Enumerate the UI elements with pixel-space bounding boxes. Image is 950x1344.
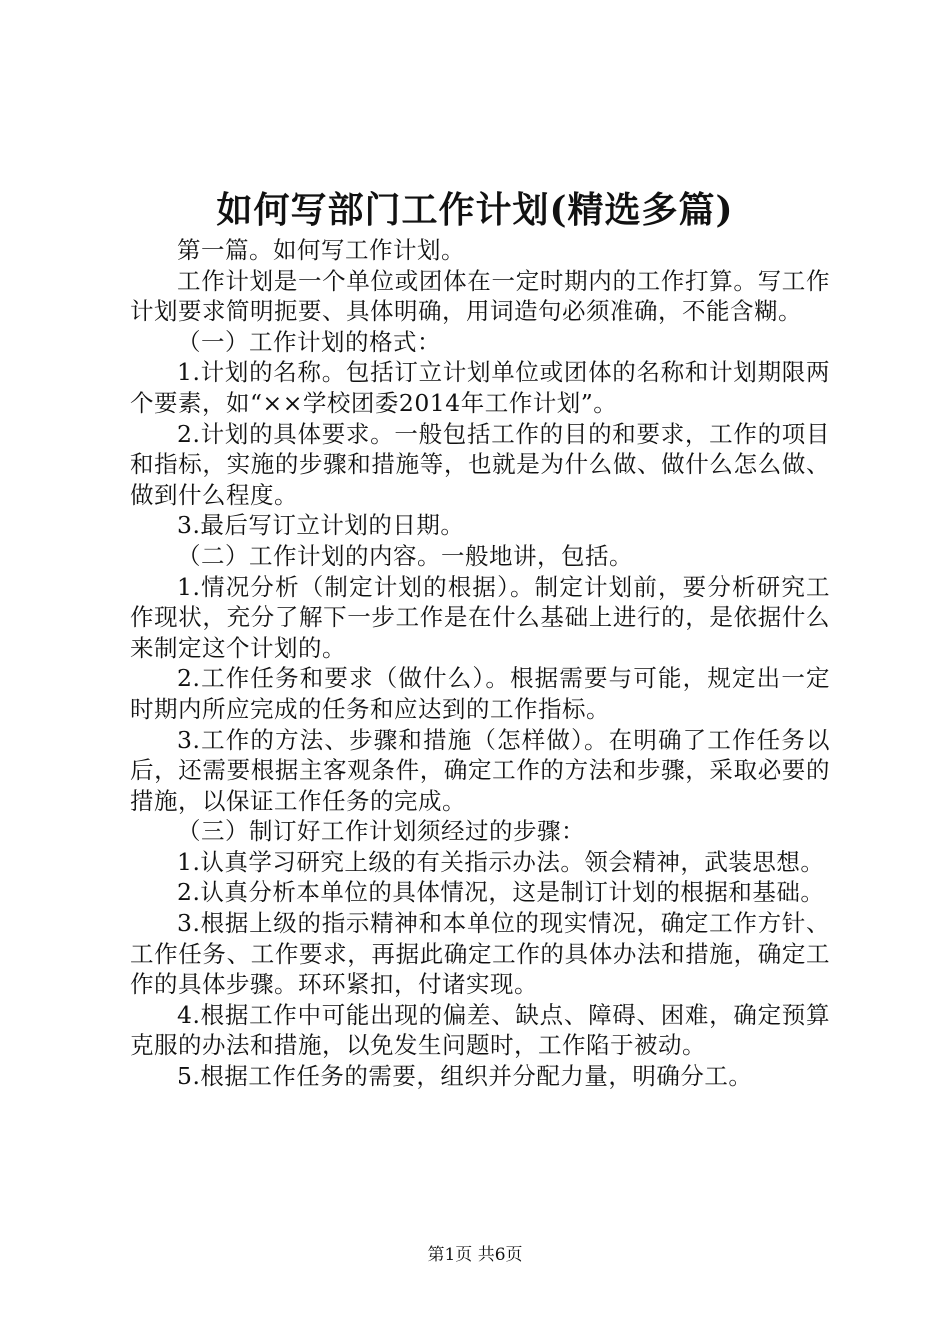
paragraph: （三）制订好工作计划须经过的步骤： [177,817,585,846]
paragraph: 3.工作的方法、步骤和措施（怎样做）。在明确了工作任务以后，还需要根据主客观条件，确定工作的方法和步骤，采取必要的措施，以保证工作任务的完成。 [130,725,830,815]
document-title: 如何写部门工作计划(精选多篇) [216,189,734,231]
paragraph: 3.最后写订立计划的日期。 [177,511,465,540]
paragraph: 1.计划的名称。包括订立计划单位或团体的名称和计划期限两个要素，如“××学校团委2014年工作计划”。 [130,358,830,417]
paragraph: （一）工作计划的格式： [177,327,441,356]
paragraph: 2.计划的具体要求。一般包括工作的目的和要求，工作的项目和指标，实施的步骤和措施等，也就是为什么做、做什么怎么做、做到什么程度。 [130,419,830,509]
document-body [130,235,830,1092]
paragraph: 5.根据工作任务的需要，组织并分配力量，明确分工。 [177,1062,753,1091]
paragraph: 3.根据上级的指示精神和本单位的现实情况，确定工作方针、工作任务、工作要求，再据此确定工作的具体办法和措施，确定工作的具体步骤。环环紧扣，付诸实现。 [130,909,830,999]
page-number: 第1页 共6页 [427,1245,523,1265]
paragraph: 工作计划是一个单位或团体在一定时期内的工作打算。写工作计划要求简明扼要、具体明确，用词造句必须准确，不能含糊。 [130,266,830,326]
paragraph: 2.工作任务和要求（做什么）。根据需要与可能，规定出一定时期内所应完成的任务和应达到的工作指标。 [130,664,830,723]
paragraph: 1.认真学习研究上级的有关指示办法。领会精神，武装思想。 [177,847,825,876]
paragraph: （二）工作计划的内容。一般地讲，包括。 [177,541,633,570]
paragraph: 2.认真分析本单位的具体情况，这是制订计划的根据和基础。 [177,878,825,907]
paragraph: 第一篇。如何写工作计划。 [177,236,465,264]
paragraph: 1.情况分析（制定计划的根据）。制定计划前，要分析研究工作现状，充分了解下一步工作是在什么基础上进行的，是依据什么来制定这个计划的。 [130,572,830,662]
paragraph: 4.根据工作中可能出现的偏差、缺点、障碍、困难，确定预算克服的办法和措施，以免发生问题时，工作陷于被动。 [130,1000,830,1060]
